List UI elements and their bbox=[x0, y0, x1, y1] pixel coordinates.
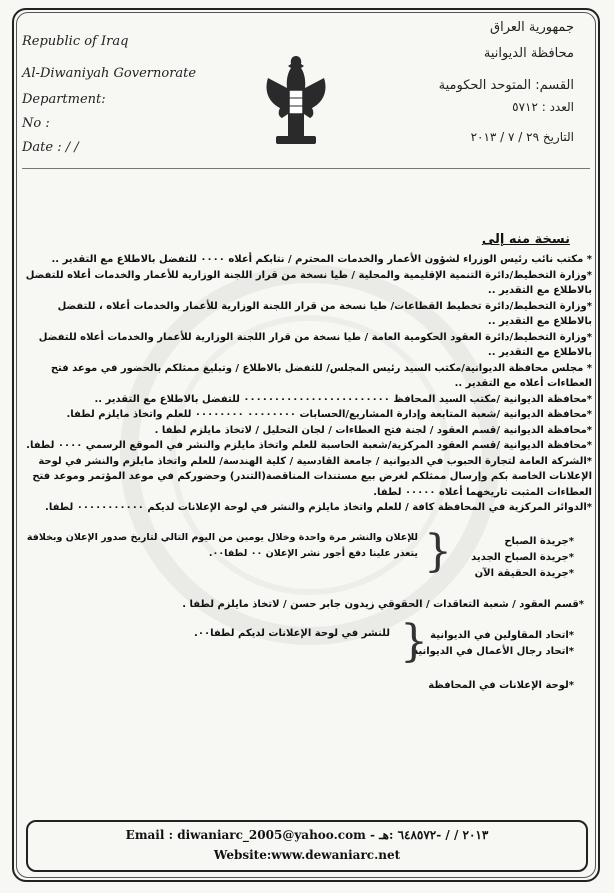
list-line: بالاطلاع مع التقدير .. bbox=[487, 285, 592, 296]
header-date-ar: التاريخ ٢٩ / ٧ / ٢٠١٣ bbox=[470, 130, 574, 144]
list-line: * مكتب نائب رئيس الوزراء لشؤون الأعمار والخدمات المحترم / نتابكم أعلاه ٠٠٠٠ للتفضل بالاطلاع مع التقدير .. bbox=[51, 254, 592, 265]
list-line: بالاطلاع مع التقدير .. bbox=[487, 347, 592, 358]
header-country-ar: جمهورية العراق bbox=[490, 20, 574, 35]
newspaper-item: *جريدة الصباح bbox=[504, 536, 574, 547]
unions-list bbox=[412, 628, 574, 660]
list-line: *وزارة التخطيط/دائرة العقود الحكومية العامة / طيا نسخة من قرار اللجنة الوزارية للأعمار والخدمات أعلاه للتفضل bbox=[38, 331, 592, 343]
newspaper-list bbox=[471, 534, 574, 582]
list-line: *محافظة الديوانية /قسم العقود المركزية/شعبة الحاسبة للعلم واتخاذ مايلزم والنشر في الموقع الرسمي ٠٠٠٠ لطفا. bbox=[26, 440, 592, 451]
distribution-list bbox=[24, 252, 592, 516]
brace-icon: } bbox=[424, 526, 452, 577]
list-line: *الشركة العامة لتجارة الحبوب في الديوانية / جامعة القادسية / كلية الهندسة/ للعلم واتخاذ مايلزم والنشر في لوحة bbox=[38, 455, 592, 467]
header-department-en: Department: bbox=[22, 92, 106, 107]
list-line: العطاءات المثبت تاريخهما أعلاه ٠٠٠٠٠ لطفا. bbox=[373, 486, 592, 498]
newspaper-item: *جريدة الصباح الجديد bbox=[471, 552, 574, 563]
list-line: *محافظة الديوانية /شعبة المتابعة وإدارة المشاريع/الحسابات ٠٠٠٠٠٠٠٠ ٠٠٠٠٠٠٠٠ للعلم واتخاذ مايلزم لطفا. bbox=[66, 409, 592, 420]
iraq-eagle-emblem-icon bbox=[258, 50, 334, 150]
contracts-line: *قسم العقود / شعبة التعاقدات / الحقوقي زيدون جابر حسن / لاتخاذ مايلزم لطفا . bbox=[182, 599, 584, 610]
brace-icon: } bbox=[400, 616, 428, 667]
header-department-ar: القسم: المتوحد الحكومية bbox=[438, 78, 574, 93]
newspaper-item: *جريدة الحقيقة الآن bbox=[474, 568, 574, 579]
list-line: *محافظة الديوانية /قسم العقود / لجنة فتح العطاءات / لجان التحليل / لاتخاذ مايلزم لطفا . bbox=[154, 424, 592, 436]
header-governorate-ar: محافظة الديوانية bbox=[483, 46, 574, 61]
union-item: *اتحاد رجال الأعمال في الديوانية bbox=[412, 646, 574, 657]
list-line: * مجلس محافظة الديوانية/مكتب السيد رئيس المجلس/ للتفضل بالاطلاع / وتبليغ ممثلكم بالحضور في موعد فتح bbox=[50, 362, 592, 374]
newspaper-note bbox=[27, 530, 418, 562]
footer-contact-box bbox=[26, 820, 588, 872]
list-line: العطاءات أعلاه مع التقدير .. bbox=[454, 378, 592, 389]
union-item: *اتحاد المقاولين في الديوانية bbox=[430, 630, 574, 641]
list-line: *وزارة التخطيط/دائرة تخطيط القطاعات/ طيا نسخة من قرار اللجنة الوزارية للأعمار والخدمات أعلاه ، للتفضل bbox=[57, 300, 592, 312]
header-no-en: No : bbox=[22, 116, 50, 131]
list-line: بالاطلاع مع التقدير .. bbox=[487, 316, 592, 327]
ads-board-line: *لوحة الإعلانات في المحافظة bbox=[428, 680, 574, 691]
newspaper-note-line: يتعذر علينا دفع أجور نشر الإعلان ٠٠ لطفا٠٠. bbox=[208, 548, 418, 559]
header-country-en: Republic of Iraq bbox=[22, 34, 129, 49]
unions-note: للنشر في لوحة الإعلانات لديكم لطفا٠٠. bbox=[194, 628, 390, 639]
header-number-ar: العدد : ٥٧١٢ bbox=[512, 100, 574, 114]
header-governorate-en: Al-Diwaniyah Governorate bbox=[22, 66, 197, 81]
list-line: *الدوائر المركزية في المحافظة كافة / للعلم واتخاذ مايلزم والنشر في لوحة الإعلانات لديكم ٠٠٠٠٠٠٠٠٠٠٠ لطفا. bbox=[45, 502, 592, 513]
list-line: *محافظة الديوانية /مكتب السيد المحافظ ٠٠٠٠٠٠٠٠٠٠٠٠٠٠٠٠٠٠٠٠٠٠٠٠ للتفضل بالاطلاع مع التقدير .. bbox=[94, 393, 592, 405]
footer-website: Website:www.dewaniarc.net bbox=[213, 848, 401, 862]
copy-to-title: نسخة منه إلى bbox=[481, 232, 570, 247]
footer-email: Email : diwaniarc_2005@yahoo.com - ٢٠١٣ / / -٦٤٨٥٧٢ :هـ bbox=[125, 828, 489, 842]
list-line: الإعلانات الخاصة بكم وإرسال ممثلكم لغرض بيع مستندات المناقصة(التندر) وحضوركم في موعد المؤتمر وموعد فتح bbox=[32, 471, 592, 482]
newspaper-note-line: للإعلان والنشر مرة واحدة وخلال يومين من اليوم التالي لتاريخ صدور الإعلان وبخلافة bbox=[26, 532, 418, 543]
list-line: *وزارة التخطيط/دائرة التنمية الإقليمية والمحلية / طيا نسخة من قرار اللجنة الوزارية للأعمار والخدمات أعلاه للتفضل bbox=[25, 269, 592, 281]
header-date-en: Date : / / bbox=[22, 140, 79, 155]
header-divider bbox=[22, 168, 590, 169]
